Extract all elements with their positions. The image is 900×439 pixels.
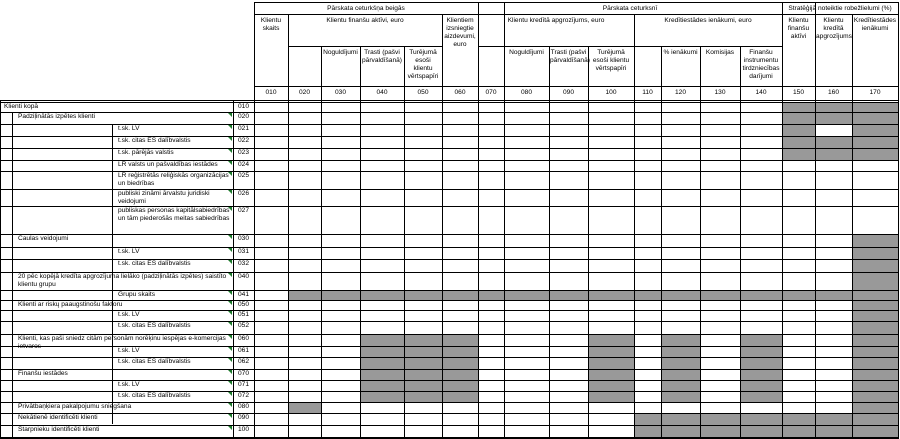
shaded-cell bbox=[361, 370, 478, 380]
row-marker bbox=[228, 113, 232, 117]
row-marker bbox=[228, 149, 232, 153]
header-ci-income: Kredītiestādes ienākumi, euro bbox=[664, 17, 752, 24]
row-code: 021 bbox=[237, 125, 249, 132]
row-marker bbox=[228, 392, 232, 396]
header-commissions: Komisijas bbox=[705, 49, 735, 56]
shaded-cell bbox=[853, 260, 898, 272]
grid-line bbox=[634, 14, 635, 438]
header-client-loans: Klientu kredītā apgrozījums, euro bbox=[507, 17, 605, 24]
shaded-cell bbox=[783, 125, 815, 136]
shaded-cell bbox=[853, 248, 898, 259]
grid-line bbox=[815, 2, 816, 438]
header-deposits-q: Noguldījumi bbox=[509, 49, 544, 56]
shaded-cell bbox=[289, 291, 898, 300]
column-code: 010 bbox=[265, 89, 277, 96]
shaded-cell bbox=[853, 370, 898, 380]
column-code: 130 bbox=[714, 89, 726, 96]
row-label: t.sk. citas ES dalībvalstis bbox=[118, 260, 191, 267]
shaded-cell bbox=[289, 403, 321, 413]
row-marker bbox=[228, 207, 232, 211]
column-code: 050 bbox=[417, 89, 429, 96]
column-code: 100 bbox=[605, 89, 617, 96]
row-code: 060 bbox=[237, 335, 249, 342]
row-marker bbox=[228, 335, 232, 339]
shaded-cell bbox=[589, 381, 634, 391]
row-marker bbox=[228, 291, 232, 295]
row-code: 050 bbox=[237, 301, 249, 308]
shaded-cell bbox=[783, 113, 898, 124]
shaded-cell bbox=[783, 149, 898, 160]
shaded-cell bbox=[853, 273, 898, 290]
column-code: 150 bbox=[792, 89, 804, 96]
header-securities: Turējumā esoši klientu vērtspapīri bbox=[407, 49, 439, 80]
shaded-cell bbox=[853, 392, 898, 402]
header-lim-assets: Klientu finanšu aktīvi bbox=[787, 17, 810, 40]
row-label: LR valsts un pašvaldības iestādes bbox=[118, 161, 218, 168]
row-code: 010 bbox=[237, 103, 249, 110]
row-code: 052 bbox=[237, 322, 249, 329]
row-label: t.sk. LV bbox=[118, 248, 140, 255]
shaded-cell bbox=[741, 358, 782, 369]
shaded-cell bbox=[589, 370, 634, 380]
row-code: 090 bbox=[237, 414, 249, 421]
row-code: 040 bbox=[237, 273, 249, 280]
row-code: 032 bbox=[237, 260, 249, 267]
shaded-cell bbox=[853, 322, 898, 334]
grid-line bbox=[288, 14, 289, 438]
row-marker bbox=[228, 190, 232, 194]
header-lim-loans: Klientu kredītā apgrozījums bbox=[816, 17, 852, 40]
row-label: LR reģistrētās reliģiskās organizācijas un biedrības bbox=[118, 172, 229, 187]
row-code: 022 bbox=[237, 137, 249, 144]
shaded-cell bbox=[741, 370, 782, 380]
row-label: publiskas personas kapitālsabiedrības un tām piederošās meitas sabiedrības bbox=[118, 207, 230, 222]
grid-line bbox=[898, 2, 899, 438]
shaded-cell bbox=[662, 347, 700, 357]
row-label: t.sk. LV bbox=[118, 125, 140, 132]
grid-line bbox=[782, 2, 783, 438]
row-code: 030 bbox=[237, 235, 249, 242]
row-label: Grupu skaits bbox=[118, 291, 156, 298]
header-group-quarter: Pārskata ceturksnī bbox=[602, 5, 658, 12]
column-code: 140 bbox=[755, 89, 767, 96]
header-trust: Trasti (pašvi pārvaldīšanā) bbox=[362, 49, 402, 64]
shaded-cell bbox=[635, 426, 898, 437]
row-marker bbox=[228, 235, 232, 239]
shaded-cell bbox=[361, 381, 478, 391]
header-clients-count: Klientu skaits bbox=[260, 17, 282, 32]
row-label: Finanšu iestādes bbox=[18, 370, 68, 377]
row-label: publiski zināmi ārvalstu juridiski veidojumi bbox=[118, 190, 210, 205]
shaded-cell bbox=[361, 358, 478, 369]
grid-line bbox=[504, 2, 505, 438]
grid-line bbox=[0, 100, 899, 101]
row-code: 080 bbox=[237, 403, 249, 410]
shaded-cell bbox=[662, 392, 700, 402]
grid-line bbox=[852, 14, 853, 438]
row-code: 020 bbox=[237, 113, 249, 120]
row-code: 041 bbox=[237, 291, 249, 298]
column-code: 030 bbox=[334, 89, 346, 96]
row-label: t.sk. citas ES dalībvalstis bbox=[118, 392, 191, 399]
row-marker bbox=[228, 161, 232, 165]
shaded-cell bbox=[589, 347, 634, 357]
row-label: Nekātienē identificēti klienti bbox=[18, 414, 98, 421]
shaded-cell bbox=[361, 392, 478, 402]
header-deposits: Noguldījumi bbox=[323, 49, 358, 56]
row-label: Padziļinātās izpētes klienti bbox=[18, 113, 95, 120]
shaded-cell bbox=[361, 335, 478, 346]
row-code: 027 bbox=[237, 207, 249, 214]
row-marker bbox=[228, 358, 232, 362]
row-label: Klienti kopā bbox=[4, 103, 39, 110]
row-marker bbox=[228, 403, 232, 407]
row-code: 062 bbox=[237, 358, 249, 365]
shaded-cell bbox=[635, 414, 898, 425]
row-marker bbox=[228, 347, 232, 351]
row-marker bbox=[228, 172, 232, 176]
shaded-cell bbox=[589, 335, 634, 346]
row-marker bbox=[228, 426, 232, 430]
row-label: t.sk. LV bbox=[118, 381, 140, 388]
header-group-limits: Stratēģijā noteiktie robežlielumi (%) bbox=[788, 5, 892, 12]
row-marker bbox=[228, 322, 232, 326]
row-code: 051 bbox=[237, 311, 249, 318]
column-code: 040 bbox=[376, 89, 388, 96]
shaded-cell bbox=[783, 137, 898, 148]
shaded-cell bbox=[662, 335, 700, 346]
shaded-cell bbox=[853, 301, 898, 310]
column-code: 060 bbox=[454, 89, 466, 96]
shaded-cell bbox=[662, 358, 700, 369]
grid-line bbox=[442, 14, 443, 438]
column-code: 110 bbox=[642, 89, 653, 96]
grid-line bbox=[0, 100, 1, 438]
column-code: 070 bbox=[485, 89, 497, 96]
row-marker bbox=[228, 381, 232, 385]
header-group-end: Pārskata ceturkšņa beigās bbox=[327, 5, 405, 12]
row-marker bbox=[228, 370, 232, 374]
header-securities-q: Turējumā esoši klientu vērtspapīri bbox=[592, 49, 630, 72]
grid-line bbox=[0, 437, 899, 438]
row-code: 024 bbox=[237, 161, 249, 168]
row-marker bbox=[228, 125, 232, 129]
shaded-cell bbox=[741, 392, 782, 402]
grid-line bbox=[254, 2, 255, 439]
column-code: 090 bbox=[562, 89, 574, 96]
row-code: 031 bbox=[237, 248, 249, 255]
row-label: Čaulas veidojumi bbox=[18, 235, 69, 242]
row-marker bbox=[228, 301, 232, 305]
row-marker bbox=[228, 248, 232, 252]
row-label: t.sk. LV bbox=[118, 347, 140, 354]
shaded-cell bbox=[853, 125, 898, 136]
header-fin-trading: Finanšu instrumentu tirdzniecības darījumi bbox=[742, 49, 780, 80]
shaded-cell bbox=[741, 335, 782, 346]
row-label: Klienti, kas paši sniedz citām personām norēķinu iespējas e-komercijas ietvaros bbox=[18, 335, 226, 350]
row-label: Starpnieku identificēti klienti bbox=[18, 426, 100, 433]
column-code: 120 bbox=[674, 89, 686, 96]
header-lim-income: Kredītiestādes ienākumi bbox=[853, 17, 897, 32]
row-label: t.sk. pārējās valstis bbox=[118, 149, 174, 156]
row-code: 100 bbox=[237, 426, 249, 433]
header-client-assets: Klientu finanšu aktīvi, euro bbox=[326, 17, 404, 24]
row-code: 026 bbox=[237, 190, 249, 197]
column-code: 160 bbox=[827, 89, 839, 96]
row-code: 023 bbox=[237, 149, 249, 156]
shaded-cell bbox=[589, 392, 634, 402]
column-code: 170 bbox=[869, 89, 881, 96]
shaded-cell bbox=[853, 235, 898, 247]
row-marker bbox=[228, 311, 232, 315]
shaded-cell bbox=[853, 311, 898, 321]
shaded-cell bbox=[662, 381, 700, 391]
shaded-cell bbox=[783, 103, 898, 112]
row-marker bbox=[228, 414, 232, 418]
shaded-cell bbox=[741, 381, 782, 391]
column-code: 020 bbox=[298, 89, 310, 96]
grid-line bbox=[254, 86, 899, 87]
row-label: 20 pēc kopējā kredīta apgrozījuma lielāko (padziļinātās izpētes) saistīto klientu grupu bbox=[18, 273, 227, 288]
shaded-cell bbox=[853, 381, 898, 391]
row-code: 070 bbox=[237, 370, 249, 377]
row-label: Privātbaņķiera pakalpojumu sniegšana bbox=[18, 403, 132, 410]
row-code: 071 bbox=[237, 381, 249, 388]
shaded-cell bbox=[853, 403, 898, 413]
row-label: t.sk. citas ES dalībvalstis bbox=[118, 322, 191, 329]
row-label: t.sk. citas ES dalībvalstis bbox=[118, 358, 191, 365]
row-label: Klienti ar riskų paaugstinošu faktoru bbox=[18, 301, 123, 308]
grid-line bbox=[478, 2, 479, 438]
row-marker bbox=[228, 137, 232, 141]
shaded-cell bbox=[662, 370, 700, 380]
row-marker bbox=[228, 260, 232, 264]
header-pct-income: % ienākumi bbox=[663, 49, 698, 56]
header-loans-issued: Klientiem izsniegtie aizdevumi, euro bbox=[444, 17, 476, 48]
row-marker bbox=[228, 273, 232, 277]
shaded-cell bbox=[589, 358, 634, 369]
shaded-cell bbox=[853, 358, 898, 369]
header-trust-q: Trasti (pašvi pārvaldīšanā) bbox=[550, 49, 590, 64]
row-code: 025 bbox=[237, 172, 249, 179]
row-code: 061 bbox=[237, 347, 249, 354]
shaded-cell bbox=[361, 347, 478, 357]
row-label: t.sk. citas ES dalībvalstis bbox=[118, 137, 191, 144]
shaded-cell bbox=[853, 347, 898, 357]
column-code: 080 bbox=[520, 89, 532, 96]
row-label: t.sk. LV bbox=[118, 311, 140, 318]
shaded-cell bbox=[853, 335, 898, 346]
shaded-cell bbox=[741, 347, 782, 357]
row-code: 072 bbox=[237, 392, 249, 399]
